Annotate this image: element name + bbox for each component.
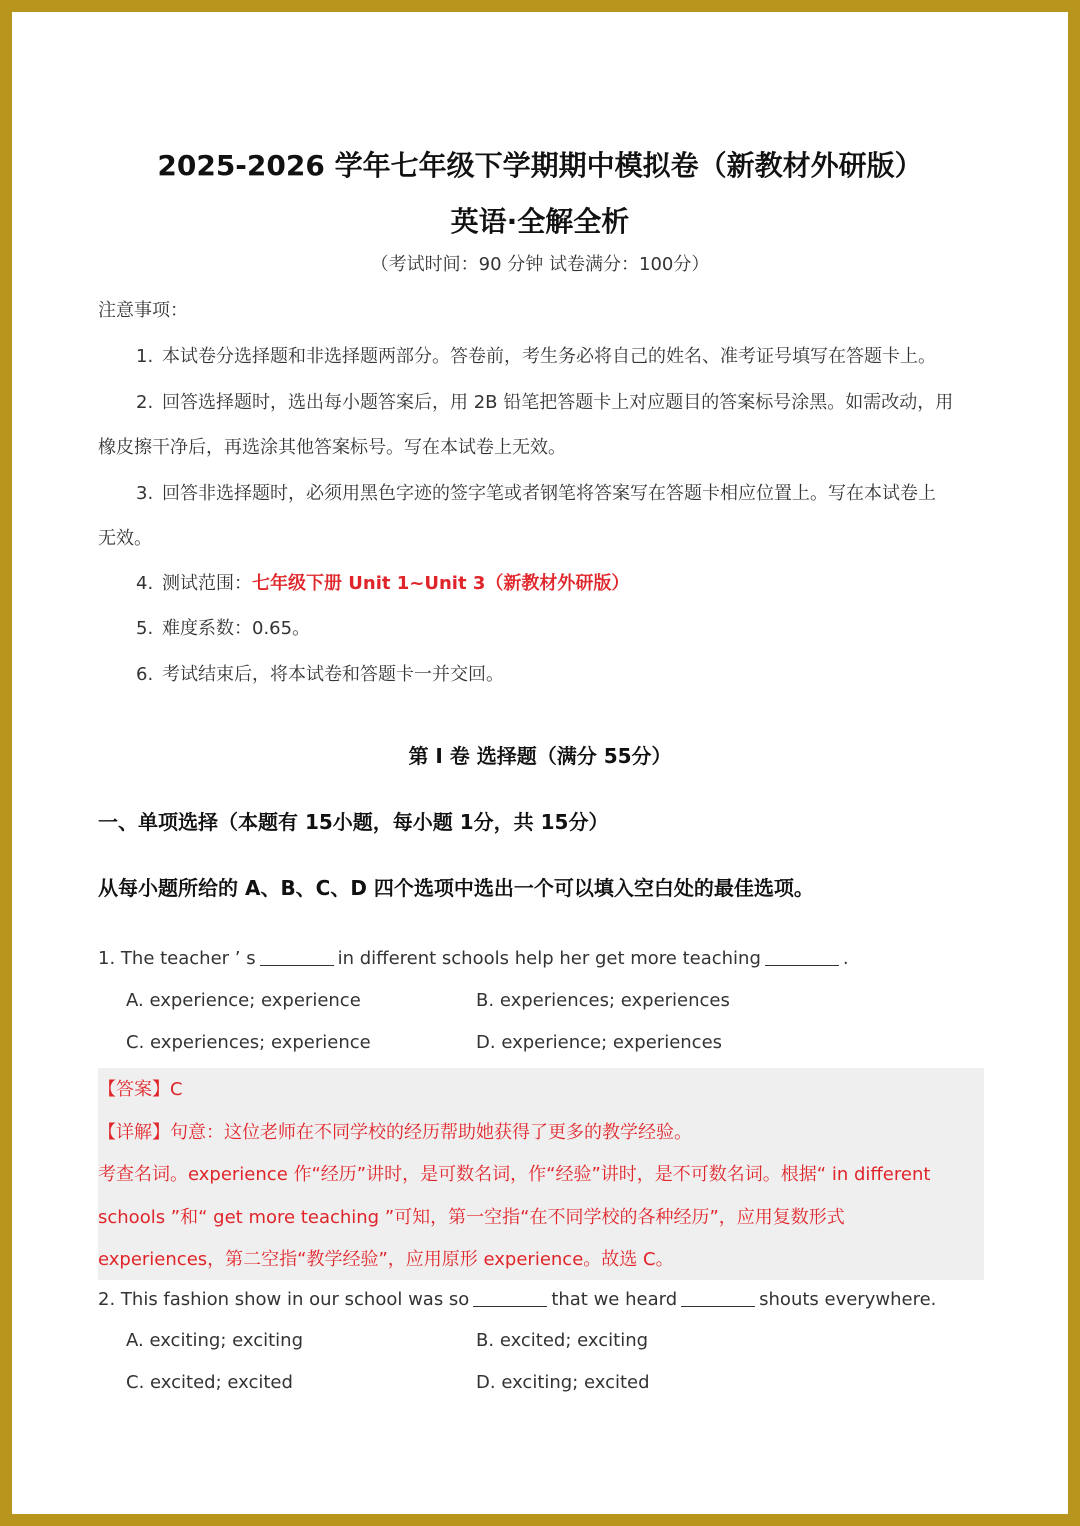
notice-item-2-cont: 橡皮擦干净后，再选涂其他答案标号。写在本试卷上无效。	[98, 437, 566, 458]
question-text: in different schools help her get more teaching	[337, 948, 761, 969]
part-title: 一、单项选择（本题有 15小题，每小题 1分，共 15分）	[98, 810, 609, 834]
option-d	[476, 1372, 650, 1393]
notice-label: 测试范围：	[162, 573, 252, 594]
explanation-line: schools ”和“ get more teaching ”可知，第一空指“在不同学校的各种经历”，应用复数形式	[98, 1207, 845, 1228]
test-scope-highlight: 七年级下册 Unit 1~Unit 3（新教材外研版）	[252, 573, 630, 594]
notice-num: 2.	[136, 392, 154, 413]
question-1	[98, 947, 849, 969]
option-b	[476, 1330, 648, 1351]
option-text: excited; exciting	[499, 1330, 649, 1351]
option-c	[126, 1032, 371, 1053]
option-letter: A.	[126, 990, 144, 1011]
notice-num: 5.	[136, 618, 154, 639]
exam-info: （考试时间：90 分钟 试卷满分：100分）	[370, 254, 710, 275]
notice-num: 1.	[136, 346, 154, 367]
option-c	[126, 1372, 293, 1393]
option-letter: D.	[476, 1032, 496, 1053]
notice-heading: 注意事项：	[98, 300, 188, 321]
option-letter: C.	[126, 1372, 145, 1393]
notice-text: 难度系数：0.65。	[162, 618, 311, 639]
notice-text: 考试结束后，将本试卷和答题卡一并交回。	[162, 664, 504, 685]
exam-page	[12, 12, 1068, 1514]
option-letter: B.	[476, 1330, 495, 1351]
page-title: 2025-2026 学年七年级下学期期中模拟卷（新教材外研版）	[157, 149, 923, 182]
option-text: experiences; experience	[150, 1032, 371, 1053]
question-text: This fashion show in our school was so	[120, 1289, 470, 1310]
notice-text: 回答非选择题时，必须用黑色字迹的签字笔或者钢笔将答案写在答题卡相应位置上。写在本试卷上	[162, 483, 936, 504]
notice-item-3	[136, 479, 936, 505]
answer-label: 【答案】C	[98, 1079, 183, 1100]
option-d	[476, 1032, 722, 1053]
option-text: experience; experience	[149, 990, 361, 1011]
notice-num: 6.	[136, 664, 154, 685]
answer-blank	[765, 947, 839, 966]
notice-item-6	[136, 660, 504, 686]
explanation-line: experiences，第二空指“教学经验”，应用原形 experience。故选 C。	[98, 1249, 674, 1270]
section-instruction: 从每小题所给的 A、B、C、D 四个选项中选出一个可以填入空白处的最佳选项。	[98, 876, 814, 900]
question-text: The teacher ’ s	[120, 948, 256, 969]
answer-blank	[260, 947, 334, 966]
page-subtitle: 英语·全解全析	[450, 205, 630, 238]
notice-item-5	[136, 614, 310, 640]
notice-text: 回答选择题时，选出每小题答案后，用 2B 铅笔把答题卡上对应题目的答案标号涂黑。如需改动，用	[162, 392, 954, 413]
question-2	[98, 1288, 936, 1310]
option-a	[126, 1330, 303, 1351]
option-text: experience; experiences	[501, 1032, 723, 1053]
option-text: exciting; excited	[501, 1372, 650, 1393]
question-text: that we heard	[551, 1289, 678, 1310]
section-title: 第 I 卷 选择题（满分 55分）	[408, 744, 672, 768]
option-text: excited; excited	[150, 1372, 293, 1393]
option-a	[126, 990, 361, 1011]
question-number: 2.	[98, 1289, 116, 1310]
notice-item-4	[136, 569, 629, 595]
notice-text: 本试卷分选择题和非选择题两部分。答卷前，考生务必将自己的姓名、准考证号填写在答题卡上。	[162, 346, 936, 367]
notice-item-2	[136, 388, 953, 414]
explanation-line: 考查名词。experience 作“经历”讲时，是可数名词，作“经验”讲时，是不可数名词。根据“ in different	[98, 1164, 931, 1185]
option-text: exciting; exciting	[149, 1330, 304, 1351]
notice-num: 3.	[136, 483, 154, 504]
question-number: 1.	[98, 948, 116, 969]
option-letter: A.	[126, 1330, 144, 1351]
option-letter: B.	[476, 990, 495, 1011]
answer-blank	[681, 1288, 755, 1307]
notice-item-3-cont: 无效。	[98, 528, 152, 549]
question-text: .	[842, 948, 849, 969]
option-letter: D.	[476, 1372, 496, 1393]
option-letter: C.	[126, 1032, 145, 1053]
explanation-label: 【详解】句意：这位老师在不同学校的经历帮助她获得了更多的教学经验。	[98, 1122, 692, 1143]
option-text: experiences; experiences	[499, 990, 730, 1011]
notice-item-1	[136, 342, 936, 368]
question-text: shouts everywhere.	[759, 1289, 937, 1310]
notice-num: 4.	[136, 573, 154, 594]
answer-blank	[473, 1288, 547, 1307]
option-b	[476, 990, 730, 1011]
